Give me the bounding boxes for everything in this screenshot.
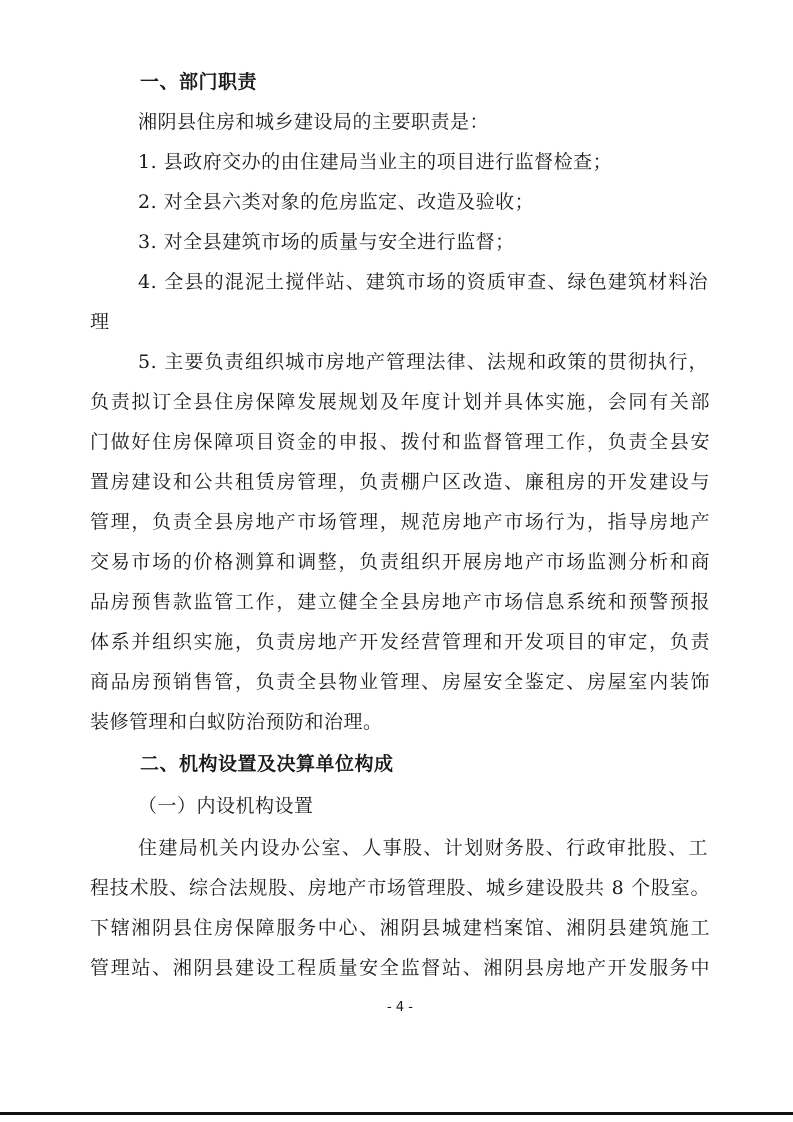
duty-item-5-line: 体系并组织实施，负责房地产开发经营管理和开发项目的审定，负责 xyxy=(90,631,710,653)
section2-subheading: （一）内设机构设置 xyxy=(138,795,314,817)
duty-item-5-line: 置房建设和公共租赁房管理，负责棚户区改造、廉租房的开发建设与 xyxy=(90,471,710,493)
section2-paragraph-line: 住建局机关内设办公室、人事股、计划财务股、行政审批股、工 xyxy=(138,837,708,859)
section1-intro: 湘阴县住房和城乡建设局的主要职责是： xyxy=(138,111,490,133)
duty-item-1: 1. 县政府交办的由住建局当业主的项目进行监督检查； xyxy=(138,151,613,173)
bottom-rule xyxy=(0,1112,793,1115)
duty-item-5-line: 门做好住房保障项目资金的申报、拨付和监督管理工作，负责全县安 xyxy=(90,431,710,453)
section2-paragraph-line: 下辖湘阴县住房保障服务中心、湘阴县城建档案馆、湘阴县建筑施工 xyxy=(90,917,710,939)
duty-item-5-line: 商品房预销售管，负责全县物业管理、房屋安全鉴定、房屋室内装饰 xyxy=(90,671,710,693)
duty-item-2: 2. 对全县六类对象的危房监定、改造及验收； xyxy=(138,191,535,213)
duty-item-3: 3. 对全县建筑市场的质量与安全进行监督； xyxy=(138,231,515,253)
duty-item-5-line: 负责拟订全县住房保障发展规划及年度计划并具体实施，会同有关部 xyxy=(90,391,710,413)
duty-item-5-line: 管理，负责全县房地产市场管理，规范房地产市场行为，指导房地产 xyxy=(90,511,710,533)
section2-paragraph-line: 管理站、湘阴县建设工程质量安全监督站、湘阴县房地产开发服务中 xyxy=(90,957,710,979)
page-number: - 4 - xyxy=(387,1000,413,1015)
duty-item-5-line: 装修管理和白蚁防治预防和治理。 xyxy=(90,711,383,733)
section2-paragraph-line: 程技术股、综合法规股、房地产市场管理股、城乡建设股共 8 个股室。 xyxy=(90,877,710,899)
duty-item-5-line: 品房预售款监管工作，建立健全全县房地产市场信息系统和预警预报 xyxy=(90,591,710,613)
duty-item-5-line: 交易市场的价格测算和调整，负责组织开展房地产市场监测分析和商 xyxy=(90,551,710,573)
duty-item-5-line: 5. 主要负责组织城市房地产管理法律、法规和政策的贯彻执行， xyxy=(138,351,708,373)
duty-item-4: 4. 全县的混泥土搅伴站、建筑市场的资质审查、绿色建筑材料治 xyxy=(138,271,708,293)
duty-item-4-continued: 理 xyxy=(90,311,110,333)
section2-heading: 二、机构设置及决算单位构成 xyxy=(140,753,394,775)
section1-heading: 一、部门职责 xyxy=(140,71,258,93)
